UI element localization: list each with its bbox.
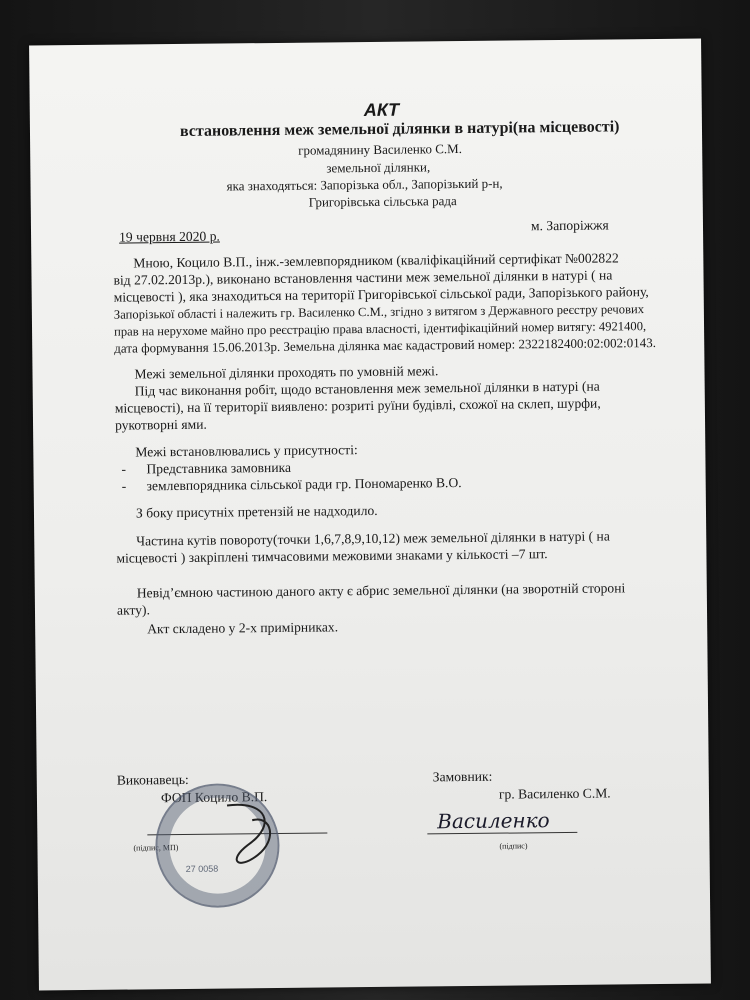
recipient-line-4: Григорівська сільська рада [308, 193, 457, 210]
copies-text: Акт складено у 2-х примірниках. [147, 619, 339, 637]
paragraph3-line-1: Частина кутів повороту(точки 1,6,7,8,9,10,12) меж земельної ділянки в натурі ( на [136, 528, 610, 549]
customer-name: гр. Василенко С.М. [498, 785, 611, 802]
document-date: 19 червня 2020 р. [119, 228, 220, 245]
executor-label: Виконавець: [116, 771, 189, 788]
document-city: м. Запоріжжя [530, 217, 609, 234]
paragraph2-line-3: місцевості), на її території виявлено: розриті руїни будівлі, схожої на склеп, шурфи, [114, 395, 601, 416]
executor-name: ФОП Коцило В.П. [160, 789, 268, 806]
paragraph2-line-2: Під час виконання робіт, щодо встановлення меж земельної ділянки в натурі (на [134, 378, 600, 399]
presence-item-2-text: землевпорядника сільської ради гр. Пономаренко В.О. [146, 475, 462, 494]
recipient-line-3: яка знаходяться: Запорізька обл., Запорізький р-н, [226, 175, 503, 194]
document-title: АКТ [363, 99, 400, 121]
paragraph2-line-1: Межі земельної ділянки проходять по умовній межі. [134, 363, 439, 382]
customer-caption: (підпис) [499, 841, 528, 851]
paragraph4-line-1: Невід’ємною частиною даного акту є абрис земельної ділянки (на зворотній стороні [136, 580, 626, 601]
recipient-line-2: земельної ділянки, [326, 159, 431, 176]
customer-signature: Василенко [437, 808, 550, 834]
document-page [29, 39, 711, 991]
paragraph4-line-2: акту). [116, 602, 151, 618]
customer-signature-line [427, 832, 577, 835]
presence-item-1: - Представника замовника [121, 459, 292, 477]
paragraph1-line-5: прав на нерухоме майно про реєстрацію права власності, ідентифікаційний номер витягу: 4921400, [113, 319, 647, 339]
customer-label: Замовник: [432, 768, 493, 785]
document-subtitle: встановлення меж земельної ділянки в натурі(на місцевості) [179, 118, 620, 140]
paragraph2-line-4: рукотворні ями. [114, 416, 207, 433]
paragraph1-line-6: дата формування 15.06.2013р. Земельна ділянка має кадастровий номер: 2322182400:02:002:0143. [114, 334, 657, 356]
executor-signature [207, 795, 298, 876]
presence-item-2: - землевпорядника сільської ради гр. Пономаренко В.О. [121, 475, 462, 494]
paragraph3-line-2: місцевості ) закріплені тимчасовими межовими знаками у кількості –7 шт. [116, 546, 548, 566]
no-claims-text: З боку присутніх претензій не надходило. [135, 502, 378, 521]
executor-caption: (підпис, МП) [133, 843, 179, 853]
paragraph1-line-2: від 27.02.2013р.), виконано встановлення частини меж земельної ділянки в натурі ( на [113, 267, 613, 288]
stamp-number: 27 0058 [185, 863, 219, 874]
paragraph1-line-4: Запорізької області і належить гр. Василенко С.М., згідно з витягом з Державного реєстру речових [113, 302, 645, 322]
recipient-line-1: громадянину Василенко С.М. [298, 141, 462, 158]
paragraph1-line-1: Мною, Коцило В.П., інж.-землевпорядником (кваліфікаційний сертифікат №002822 [133, 250, 619, 271]
presence-item-1-text: Представника замовника [146, 459, 292, 477]
paragraph1-line-3: місцевості ), яка знаходиться на території Григорівської сільської ради, Запорізького району, [113, 284, 649, 305]
presence-heading: Межі встановлювались у присутності: [135, 442, 358, 460]
